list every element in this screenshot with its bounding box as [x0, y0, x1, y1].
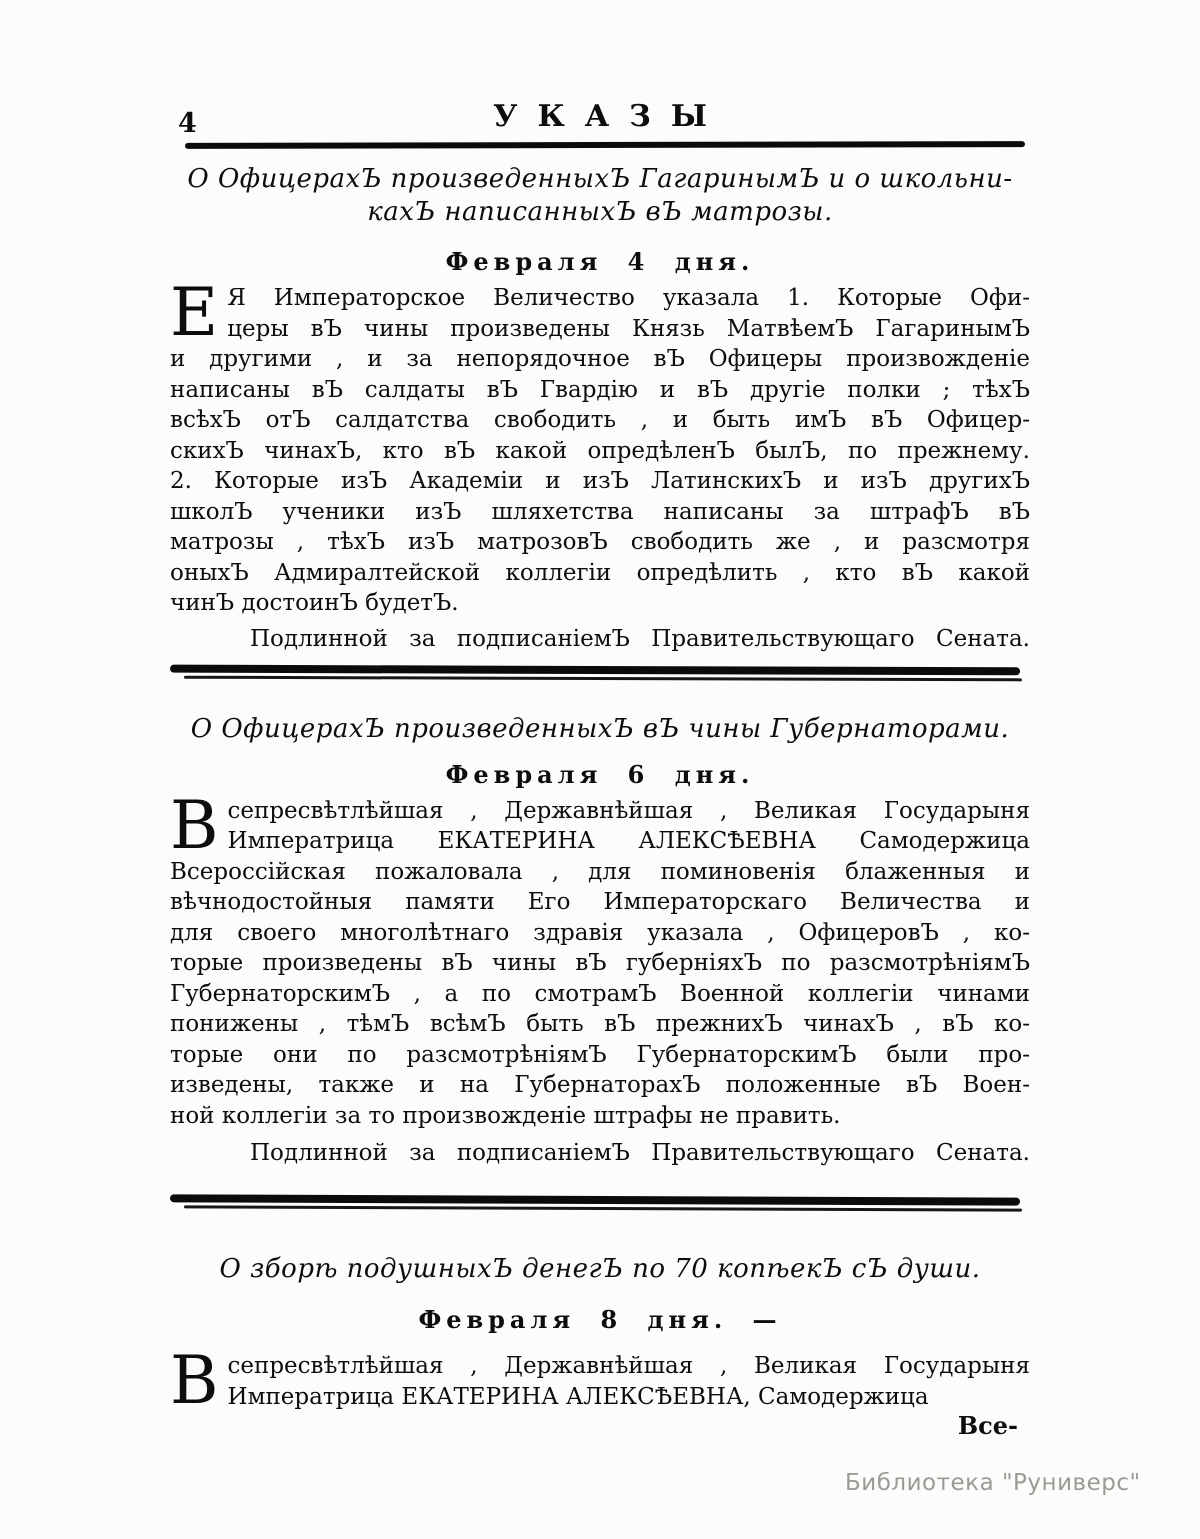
body-line: понижены , тѣмЪ всѣмЪ быть вЪ прежнихЪ чинахЪ , вЪ ко- — [170, 1011, 1030, 1037]
decree-section-3 — [170, 1253, 1030, 1440]
page-number: 4 — [178, 108, 197, 139]
body-line: чинЪ достоинЪ будетЪ. — [170, 590, 459, 616]
body-line: скихЪ чинахЪ, кто вЪ какой опредѣленЪ былЪ, по прежнему. — [170, 437, 1030, 464]
decree-title-line: О ОфицерахЪ произведенныхЪ ГагаринымЪ и о школьни- — [187, 164, 1013, 194]
decree-body — [170, 274, 1030, 619]
catchword: Все- — [957, 1411, 1018, 1440]
body-line: и другими , и за непорядочное вЪ Офицеры произвожденіе — [170, 346, 1030, 372]
decree-title-line: кахЪ написанныхЪ вЪ матрозы. — [367, 197, 833, 227]
decree-date: Февраля 6 дня. — [445, 759, 755, 789]
divider-thick-line — [170, 1194, 1020, 1205]
decree-date: Февраля 4 дня. — [445, 247, 755, 276]
library-watermark: Библиотека "Руниверс" — [845, 1470, 1141, 1496]
divider-thin-line — [184, 675, 1022, 681]
body-line: всѣхЪ отЪ салдатства свободить , и быть имЪ вЪ Офицер- — [170, 407, 1030, 433]
body-line: торые они по разсмотрѣніямЪ ГубернаторскимЪ были про- — [170, 1041, 1030, 1068]
signature-line: Подлинной за подписаніемЪ Правительствующаго Сената. — [250, 1140, 1030, 1166]
body-line: написаны вЪ салдаты вЪ Гвардію и вЪ другіе полки ; тѣхЪ — [170, 376, 1030, 403]
drop-cap: Е — [170, 274, 219, 351]
decree-body — [170, 1342, 1030, 1419]
body-line: Императрица ЕКАТЕРИНА АЛЕКСѢЕВНА Самодержица — [227, 828, 1030, 854]
body-line: для своего многолѣтнаго здравія указала , ОфицеровЪ , ко- — [170, 919, 1030, 946]
divider-thick-line — [170, 664, 1020, 675]
decree-body — [170, 786, 1030, 1132]
body-line: школЪ ученики изЪ шляхетства написаны за штрафЪ вЪ — [170, 498, 1030, 525]
decree-title-line: О зборѣ подушныхЪ денегЪ по 70 копѣекЪ сЪ души. — [219, 1254, 981, 1284]
decree-date: Февраля 8 дня. — — [418, 1305, 782, 1334]
body-line: сепресвѣтлѣйшая , Державнѣйшая , Великая Государыня — [227, 1353, 1030, 1379]
decree-title-line: О ОфицерахЪ произведенныхЪ вЪ чины Губернаторами. — [190, 713, 1010, 744]
page-header — [170, 100, 1030, 142]
body-line: вѣчнодостойныя памяти Его Императорскаго Величества и — [170, 889, 1030, 915]
body-line: Я Императорское Величество указала 1. Которые Офи- — [227, 285, 1030, 311]
body-line: сепресвѣтлѣйшая , Державнѣйшая , Великая Государыня — [227, 797, 1030, 824]
masthead-title: УКАЗЫ — [493, 99, 727, 134]
signature-line: Подлинной за подписаніемЪ Правительствующаго Сената. — [250, 625, 1030, 652]
body-line: церы вЪ чины произведены Князь МатвѣемЪ ГагаринымЪ — [227, 315, 1030, 342]
header-rule — [185, 141, 1025, 149]
section-divider-rule — [170, 1194, 1030, 1211]
divider-thin-line — [184, 1205, 1022, 1211]
body-line: ГубернаторскимЪ , а по смотрамЪ Военной коллегіи чинами — [170, 980, 1030, 1007]
body-line: 2. Которые изЪ Академіи и изЪ ЛатинскихЪ и изЪ другихЪ — [170, 468, 1030, 494]
drop-cap: В — [170, 786, 219, 864]
body-line: изведены, также и на ГубернаторахЪ положенные вЪ Воен- — [170, 1072, 1030, 1098]
body-line: ной коллегіи за то произвожденіе штрафы не править. — [170, 1102, 841, 1129]
decree-section-2 — [170, 713, 1030, 1168]
body-line: Всероссійская пожаловала , для поминовенія блаженныя и — [170, 858, 1030, 885]
body-line: оныхЪ Адмиралтейской коллегіи опредѣлить , кто вЪ какой — [170, 559, 1030, 586]
drop-cap: В — [170, 1342, 219, 1419]
decree-section-1 — [170, 163, 1030, 653]
body-line: матрозы , тѣхЪ изЪ матрозовЪ свободить же , и разсмотря — [170, 529, 1030, 555]
body-line: Императрица ЕКАТЕРИНА АЛЕКСѢЕВНА, Самодержица — [227, 1383, 929, 1410]
section-divider-rule — [170, 664, 1030, 681]
body-line: торые произведены вЪ чины вЪ губерніяхЪ по разсмотрѣніямЪ — [170, 950, 1030, 976]
page-content — [170, 0, 1030, 1440]
